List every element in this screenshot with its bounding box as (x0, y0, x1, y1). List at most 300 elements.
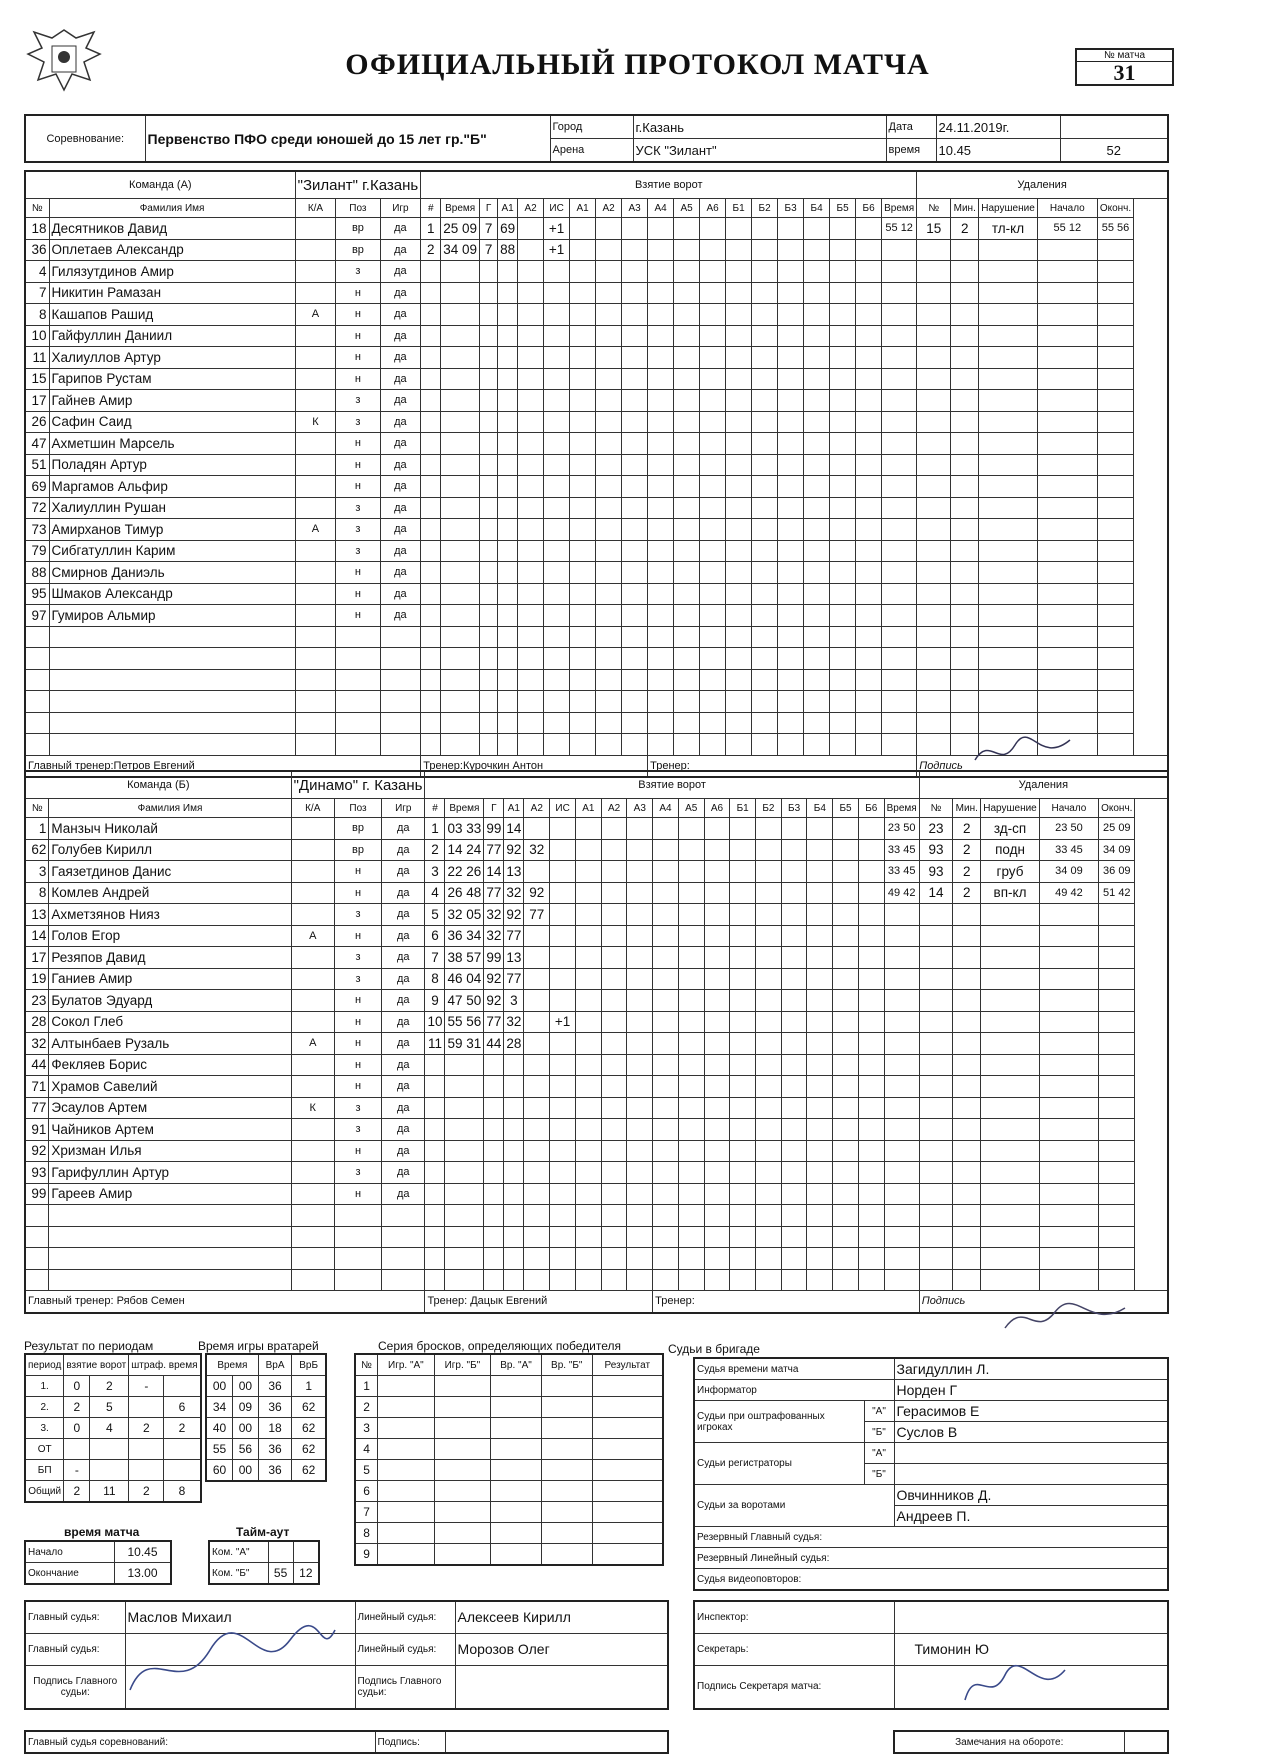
goal-time (445, 1011, 484, 1033)
player-plays: да (380, 433, 421, 455)
empty-cell (830, 390, 856, 412)
col-b-slot: Б4 (807, 799, 833, 818)
empty-cell (858, 1033, 884, 1055)
period-cell: - (129, 1376, 164, 1397)
empty-cell (917, 304, 951, 326)
player-role (291, 947, 334, 969)
goal-sec: 56 (466, 1014, 482, 1030)
empty-cell (380, 669, 421, 691)
empty-cell (981, 904, 1040, 926)
goals-section-title: Взятие ворот (425, 771, 919, 799)
empty-cell (778, 476, 804, 498)
goal-min: 47 (447, 992, 463, 1008)
empty-cell (596, 519, 622, 541)
empty-cell (884, 947, 919, 969)
empty-cell (953, 1248, 981, 1270)
col-goal-scorer: Г (484, 799, 504, 818)
player-position: н (334, 882, 381, 904)
empty-cell (884, 1011, 919, 1033)
empty-cell (882, 476, 917, 498)
empty-cell (441, 626, 480, 648)
pen-infraction: зд-сп (981, 818, 1040, 840)
goal-scorer: 92 (484, 990, 504, 1012)
empty-cell (833, 1162, 859, 1184)
goal-situation: +1 (544, 218, 570, 240)
empty-cell (441, 562, 480, 584)
empty-cell (648, 261, 674, 283)
empty-cell (1037, 261, 1097, 283)
empty-cell (678, 882, 704, 904)
pen-player: 23 (919, 818, 953, 840)
empty-cell (951, 476, 979, 498)
empty-cell (434, 1439, 490, 1460)
goal-scorer: 14 (484, 861, 504, 883)
empty-cell (49, 669, 295, 691)
empty-cell (833, 882, 859, 904)
empty-cell (856, 261, 882, 283)
empty-cell (678, 839, 704, 861)
col-b-slot: Б5 (833, 799, 859, 818)
empty-cell (648, 562, 674, 584)
pen-end (1099, 861, 1135, 883)
empty-cell (544, 605, 570, 627)
goal-assist-1: 77 (504, 968, 524, 990)
empty-cell (678, 925, 704, 947)
pen-minutes: 2 (953, 861, 981, 883)
empty-cell (550, 1183, 576, 1205)
player-name: Ганиев Амир (49, 968, 291, 990)
empty-cell (856, 433, 882, 455)
match-time-table (24, 1540, 172, 1585)
player-number: 18 (25, 218, 49, 240)
team-b-table (24, 770, 1169, 1314)
empty-cell (807, 904, 833, 926)
empty-cell (504, 1226, 524, 1248)
goalie-cell: 62 (292, 1397, 326, 1418)
empty-cell (570, 497, 596, 519)
empty-cell (884, 904, 919, 926)
empty-cell (756, 882, 782, 904)
empty-cell (778, 433, 804, 455)
empty-cell (830, 325, 856, 347)
empty-cell (445, 1205, 484, 1227)
goalie-cell: 1 (292, 1376, 326, 1397)
empty-cell (524, 1119, 550, 1141)
period-cell: 2. (25, 1397, 64, 1418)
empty-cell (491, 1523, 542, 1544)
player-name: Гарифуллин Артур (49, 1162, 291, 1184)
empty-cell (756, 818, 782, 840)
player-name: Гумиров Альмир (49, 605, 295, 627)
empty-cell (570, 476, 596, 498)
player-plays: да (382, 861, 425, 883)
empty-cell (601, 1248, 627, 1270)
player-number: 93 (25, 1162, 49, 1184)
player-name: Никитин Рамазан (49, 282, 295, 304)
empty-cell (480, 433, 498, 455)
empty-cell (700, 562, 726, 584)
empty-cell (856, 390, 882, 412)
player-position: н (334, 1054, 381, 1076)
empty-cell (807, 1183, 833, 1205)
shootout-number: 8 (355, 1523, 378, 1544)
period-row (25, 1481, 201, 1503)
empty-cell (441, 325, 480, 347)
empty-cell (570, 519, 596, 541)
goal-number: 2 (421, 239, 441, 261)
empty-cell (518, 626, 544, 648)
empty-cell (498, 648, 518, 670)
line-ref-2: Морозов Олег (455, 1633, 668, 1665)
empty-cell (592, 1502, 663, 1523)
start-value: 10.45 (115, 1541, 172, 1563)
city-label: Город (550, 115, 633, 139)
empty-cell (781, 1119, 807, 1141)
empty-cell (1039, 1226, 1098, 1248)
empty-cell (295, 648, 336, 670)
empty-cell (917, 239, 951, 261)
goal-min: 14 (447, 842, 463, 858)
empty-cell (730, 882, 756, 904)
empty-cell (858, 839, 884, 861)
line-ref-1: Алексеев Кирилл (455, 1601, 668, 1633)
player-row (25, 540, 1168, 562)
player-row (25, 1076, 1168, 1098)
empty-cell (445, 1226, 484, 1248)
timekeeper-value: Загидуллин Л. (894, 1358, 1168, 1380)
pen-infraction: подн (981, 839, 1040, 861)
empty-cell (807, 1140, 833, 1162)
empty-cell (726, 583, 752, 605)
empty-cell (504, 1097, 524, 1119)
match-number: 31 (1113, 60, 1136, 85)
empty-cell (518, 540, 544, 562)
empty-cell (653, 1011, 679, 1033)
empty-cell (480, 347, 498, 369)
empty-cell (858, 818, 884, 840)
empty-cell (49, 1248, 291, 1270)
empty-cell (856, 476, 882, 498)
empty-cell (804, 540, 830, 562)
empty-cell (752, 325, 778, 347)
empty-cell (781, 818, 807, 840)
empty-cell (858, 1248, 884, 1270)
player-row (25, 476, 1168, 498)
goals-section-title: Взятие ворот (421, 171, 917, 199)
timeout-title: Тайм-аут (236, 1525, 290, 1539)
player-name: Гайфуллин Даниил (49, 325, 295, 347)
empty-cell (830, 497, 856, 519)
player-position: н (336, 562, 380, 584)
empty-cell (856, 691, 882, 713)
empty-cell (953, 1183, 981, 1205)
empty-cell (601, 925, 627, 947)
player-role (295, 325, 336, 347)
empty-cell (498, 519, 518, 541)
officials-table (693, 1357, 1169, 1591)
player-number: 95 (25, 583, 49, 605)
empty-cell (544, 476, 570, 498)
empty-cell (648, 519, 674, 541)
pen-time-sec: 12 (900, 222, 913, 235)
empty-cell (953, 1226, 981, 1248)
empty-cell (833, 947, 859, 969)
col-name: Фамилия Имя (49, 799, 291, 818)
empty-cell (830, 540, 856, 562)
coach-signature-label: Подпись (917, 755, 1168, 777)
empty-cell (884, 1119, 919, 1141)
empty-cell (804, 476, 830, 498)
empty-cell (1099, 947, 1135, 969)
empty-cell (480, 691, 498, 713)
empty-cell (622, 734, 648, 756)
empty-cell (778, 648, 804, 670)
empty-cell (919, 1183, 953, 1205)
empty-cell (627, 1162, 653, 1184)
empty-cell (752, 476, 778, 498)
empty-cell (858, 861, 884, 883)
empty-cell (778, 734, 804, 756)
player-position: вр (336, 218, 380, 240)
col-a-slot: А3 (622, 199, 648, 218)
player-role: К (291, 1097, 334, 1119)
penalty-col-header: штраф. время (129, 1354, 201, 1376)
empty-cell (601, 1205, 627, 1227)
player-row (25, 304, 1168, 326)
empty-cell (421, 368, 441, 390)
empty-cell (678, 1076, 704, 1098)
team-label: Команда (Б) (25, 771, 291, 799)
empty-cell (1039, 1119, 1098, 1141)
empty-cell (704, 1033, 730, 1055)
player-position: з (334, 1119, 381, 1141)
goal-situation (550, 947, 576, 969)
player-row (25, 1033, 1168, 1055)
empty-cell (917, 583, 951, 605)
empty-cell (504, 1183, 524, 1205)
shootout-header: Вр. "Б" (541, 1354, 592, 1376)
empty-cell (425, 1140, 445, 1162)
reserve-main-label: Резервный Главный судья: (694, 1527, 1168, 1548)
goal-number: 8 (425, 968, 445, 990)
empty-cell (576, 818, 602, 840)
player-plays: да (380, 347, 421, 369)
empty-cell (1099, 968, 1135, 990)
empty-cell (981, 1011, 1040, 1033)
col-ka: К/А (295, 199, 336, 218)
player-row (25, 1162, 1168, 1184)
empty-cell (596, 433, 622, 455)
goal-judges-label: Судьи за воротами (694, 1485, 894, 1527)
player-number: 23 (25, 990, 49, 1012)
empty-cell (804, 411, 830, 433)
empty-cell (441, 368, 480, 390)
empty-cell (884, 1076, 919, 1098)
empty-cell (830, 583, 856, 605)
empty-cell (917, 411, 951, 433)
empty-cell (700, 411, 726, 433)
empty-cell (421, 626, 441, 648)
player-position: з (336, 519, 380, 541)
empty-cell (981, 1183, 1040, 1205)
col-goal-scorer: Г (480, 199, 498, 218)
empty-cell (756, 861, 782, 883)
empty-cell (856, 497, 882, 519)
empty-cell (498, 605, 518, 627)
empty-cell (570, 239, 596, 261)
empty-cell (884, 1226, 919, 1248)
empty-cell (674, 368, 700, 390)
player-name: Маргамов Альфир (49, 476, 295, 498)
match-number-label: № матча (1077, 50, 1172, 62)
player-position: н (334, 1076, 381, 1098)
empty-cell (576, 904, 602, 926)
player-number: 11 (25, 347, 49, 369)
goalie-table (205, 1353, 327, 1482)
player-row (25, 261, 1168, 283)
empty-cell (778, 239, 804, 261)
trainer: Тренер: (653, 1291, 920, 1313)
empty-cell (704, 1097, 730, 1119)
empty-cell (592, 1544, 663, 1566)
empty-cell (441, 433, 480, 455)
pen-time-min: 23 (887, 822, 901, 835)
empty-cell (653, 1183, 679, 1205)
period-row (25, 1460, 201, 1481)
empty-cell (856, 368, 882, 390)
header-table (24, 114, 1169, 163)
empty-cell (1037, 497, 1097, 519)
empty-cell (627, 1119, 653, 1141)
empty-cell (441, 712, 480, 734)
empty-cell (1097, 669, 1133, 691)
empty-cell (491, 1418, 542, 1439)
empty-cell (480, 712, 498, 734)
empty-cell (882, 519, 917, 541)
col-goal-time: Время (445, 799, 484, 818)
empty-cell (480, 497, 498, 519)
empty-cell (674, 691, 700, 713)
empty-cell (49, 1269, 291, 1291)
player-name: Чайников Артем (49, 1119, 291, 1141)
empty-cell (953, 1097, 981, 1119)
pen-player: 15 (917, 218, 951, 240)
empty-cell (756, 925, 782, 947)
player-row (25, 734, 1168, 756)
player-row (25, 390, 1168, 412)
player-role: А (295, 519, 336, 541)
player-plays: да (382, 968, 425, 990)
empty-cell (678, 1140, 704, 1162)
empty-cell (830, 648, 856, 670)
empty-cell (858, 1119, 884, 1141)
empty-cell (882, 540, 917, 562)
period-row (25, 1397, 201, 1418)
empty-cell (804, 325, 830, 347)
period-cell: 4 (90, 1418, 129, 1439)
empty-cell (382, 1205, 425, 1227)
empty-cell (919, 1226, 953, 1248)
empty-cell (979, 261, 1038, 283)
empty-cell (627, 1140, 653, 1162)
goalie-time-header: Время (206, 1354, 258, 1376)
period-cell: 2 (164, 1418, 201, 1439)
empty-cell (858, 1205, 884, 1227)
empty-cell (524, 1269, 550, 1291)
pen-time (884, 839, 919, 861)
goalie-title: Время игры вратарей (198, 1339, 319, 1353)
player-position: н (336, 433, 380, 455)
empty-cell (524, 1054, 550, 1076)
empty-cell (1037, 304, 1097, 326)
empty-cell (421, 519, 441, 541)
goal-sec: 50 (466, 992, 482, 1008)
empty-cell (524, 1248, 550, 1270)
empty-cell (882, 691, 917, 713)
goal-sec: 04 (466, 971, 482, 987)
empty-cell (622, 476, 648, 498)
empty-cell (781, 968, 807, 990)
empty-cell (882, 734, 917, 756)
empty-cell (678, 1226, 704, 1248)
period-cell: 1. (25, 1376, 64, 1397)
empty-cell (421, 648, 441, 670)
penbox-b-value: Суслов В (894, 1422, 1168, 1443)
empty-cell (504, 1119, 524, 1141)
empty-cell (576, 1162, 602, 1184)
empty-cell (484, 1248, 504, 1270)
empty-cell (882, 605, 917, 627)
empty-cell (653, 1054, 679, 1076)
empty-cell (576, 1033, 602, 1055)
empty-cell (421, 282, 441, 304)
start-label: Начало (25, 1541, 115, 1563)
empty-cell (1037, 519, 1097, 541)
empty-cell (484, 1162, 504, 1184)
empty-cell (781, 1183, 807, 1205)
col-penalty: Мин. (951, 199, 979, 218)
empty-cell (833, 904, 859, 926)
empty-cell (592, 1418, 663, 1439)
empty-cell (858, 947, 884, 969)
period-cell (129, 1397, 164, 1418)
empty-cell (653, 1162, 679, 1184)
goal-sec: 31 (466, 1035, 482, 1051)
player-position: н (336, 454, 380, 476)
empty-cell (484, 1183, 504, 1205)
empty-cell (678, 861, 704, 883)
time-value: 10.45 (936, 139, 1060, 163)
player-plays: да (382, 1076, 425, 1098)
empty-cell (726, 669, 752, 691)
empty-cell (1097, 261, 1133, 283)
empty-cell (622, 411, 648, 433)
goal-time (445, 882, 484, 904)
period-cell (64, 1439, 90, 1460)
empty-cell (378, 1523, 435, 1544)
empty-cell (730, 1097, 756, 1119)
arena-label: Арена (550, 139, 633, 163)
player-name: Десятников Давид (49, 218, 295, 240)
empty-cell (778, 540, 804, 562)
empty-cell (919, 968, 953, 990)
informer-value: Норден Г (894, 1380, 1168, 1401)
empty-cell (700, 347, 726, 369)
empty-cell (781, 1097, 807, 1119)
empty-cell (1037, 562, 1097, 584)
goalie-cell: 60 (206, 1460, 232, 1482)
goal-assist-2 (518, 218, 544, 240)
